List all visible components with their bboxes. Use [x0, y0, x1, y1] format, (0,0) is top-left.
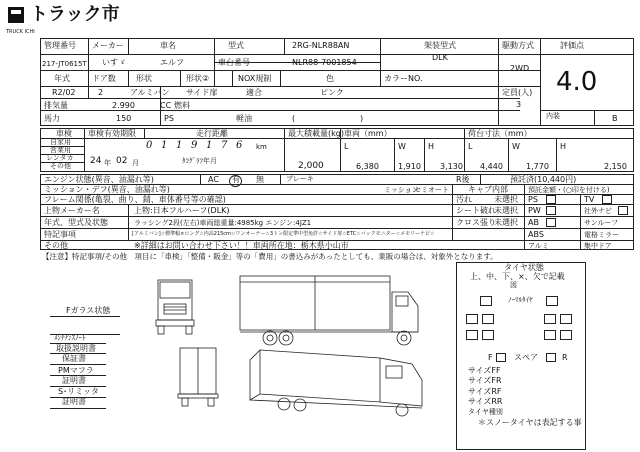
maint-note-label: ﾒﾝﾃﾅﾝｽﾉｰﾄ: [54, 334, 86, 342]
caution-note: 【注意】特記事項/その他 項目に「車検」「整備・販金」等の「費用」の書込みがあったとしても、業販の場合は、対象外となります。: [42, 252, 498, 261]
tire-rl2-inner[interactable]: [482, 330, 494, 340]
tire-rl-inner[interactable]: [482, 314, 494, 324]
size-rr: サイズRR: [468, 397, 503, 406]
pw-label: PW: [528, 206, 541, 215]
type-label: 型式: [228, 41, 244, 50]
mission-option: ミッション: [384, 186, 419, 194]
year-label: 年式: [54, 74, 70, 83]
tear-label: シート破れ: [456, 206, 496, 215]
odometer-digit: 7: [221, 140, 228, 151]
tire-diagram-label: 図: [510, 281, 517, 289]
tire-spare-label: スペア: [514, 353, 538, 362]
bed-l: 4,440: [480, 162, 503, 171]
tire-f-box[interactable]: [496, 353, 506, 362]
ps-checkbox[interactable]: [546, 195, 556, 204]
tire-rr-inner[interactable]: [544, 314, 556, 324]
capacity: 3: [516, 100, 522, 109]
tv-checkbox[interactable]: [602, 195, 612, 204]
f-glass-label: Fガラス状態: [66, 306, 111, 315]
ab-checkbox[interactable]: [546, 218, 556, 227]
upper-maker-label: 上物メーカー名: [44, 206, 100, 215]
special: [アルミバン]☆標準幅×ロング☆内高215cm☆ワンオーナー☆3トン限定準中型免許☆サイド扉☆ETC☆バックモニター☆メモリーナビ☆: [132, 231, 435, 237]
bed-l-label: L: [468, 142, 473, 151]
car-l: 6,380: [356, 162, 379, 171]
brand-logo: [6, 2, 126, 36]
cab-label: キャブ内部: [468, 185, 508, 194]
chassis-no: NLR88-7001854: [292, 58, 357, 67]
car-w: 1,910: [398, 162, 421, 171]
capacity-label: 定員(人): [502, 88, 533, 97]
year: R2/02: [52, 88, 76, 97]
truck-logo-icon: [6, 5, 26, 27]
ab-label: AB: [528, 218, 539, 227]
interior-label: 内装: [546, 112, 560, 120]
tire-fl[interactable]: [480, 296, 492, 306]
odometer: [146, 140, 256, 152]
km-unit: km: [256, 143, 267, 151]
maxload-label: 最大積載量(kg): [288, 129, 344, 138]
logo-sub: TRUCK ICHI: [6, 29, 35, 35]
score-label: 評価点: [560, 41, 584, 50]
expiry-year: 24: [90, 156, 102, 166]
bed-h: 2,150: [604, 162, 627, 171]
frame-dims-label: 荷台寸法（mm）: [468, 129, 532, 138]
tire-spare-box[interactable]: [546, 353, 556, 362]
size-rf: サイズRF: [468, 387, 502, 396]
color-no-label: カラーNO.: [384, 74, 423, 83]
ps-unit: PS: [164, 114, 174, 123]
truck-front-view-icon: [156, 280, 194, 334]
semi-auto: セミオート: [414, 186, 449, 194]
business-label: 営業用: [50, 146, 71, 154]
fuel-label: 燃料: [174, 101, 190, 110]
paren-open: (: [292, 114, 296, 123]
tacho-label: ﾀｺｸﾞﾗﾌ年月: [182, 157, 217, 165]
recycle-label: 預託金額・(○印を付ける): [528, 186, 610, 194]
s-limiter-label: S･リミッタ: [58, 387, 99, 396]
sonota: ※詳細はお問い合わせ下さい！！車両所在地：栃木県小山市: [134, 241, 349, 250]
cloth-value: 未選択: [494, 218, 518, 227]
tire-f-label: F: [488, 353, 493, 362]
tv-label: TV: [584, 195, 595, 204]
special-label: 特記事項: [44, 230, 76, 239]
odometer-digit: 1: [161, 140, 168, 151]
other-label: その他: [50, 162, 71, 170]
warranty-label: 保証書: [62, 354, 86, 363]
odometer-digit: 1: [176, 140, 183, 151]
navi-label: 社外ナビ: [584, 207, 612, 215]
tire-title: タイヤ状態: [504, 263, 544, 272]
truck-rear-view-icon: [178, 348, 218, 406]
pm-muffler-label: PMマフラ: [58, 366, 94, 375]
expiry-month: 02: [116, 156, 128, 166]
brake-label: ブレーキ: [286, 175, 314, 183]
car-l-label: L: [344, 142, 349, 151]
recycle-deposit: 預託済(10,440円): [510, 175, 577, 184]
car-w-label: W: [398, 142, 406, 151]
tire-rl-outer[interactable]: [466, 314, 478, 324]
nox-label: NOX規制: [238, 74, 272, 83]
engine-label: エンジン状態(異音、油漏れ等): [44, 175, 154, 184]
tire-note: 上、中、下、×、欠で記載: [470, 272, 565, 281]
cloth-label: クロス張り: [456, 218, 496, 227]
month-unit: 月: [132, 159, 139, 167]
tire-rr2-inner[interactable]: [544, 330, 556, 340]
odometer-digit: 0: [146, 140, 153, 151]
shaken-expiry-label: 車検有効期限: [88, 129, 136, 138]
size-ff: サイズFF: [468, 366, 501, 375]
model-name: エルフ: [160, 58, 184, 67]
year-unit: 年: [104, 159, 111, 167]
alumi-label: アルミ: [528, 242, 549, 250]
interior: B: [612, 114, 618, 123]
tire-rr-outer[interactable]: [560, 314, 572, 324]
cert2-label: 証明書: [62, 397, 86, 406]
ac-label: AC: [208, 175, 219, 184]
color-label: 色: [326, 74, 334, 83]
drive: 2WD: [510, 64, 530, 73]
type-value: 2RG-NLR88AN: [292, 41, 350, 50]
maker-label: メーカー: [92, 41, 124, 50]
car-h: 3,130: [440, 162, 463, 171]
odometer-digit: 9: [191, 140, 198, 151]
upper-maker: 上物:日本フルハーフ(DLK): [134, 206, 230, 215]
header-frame: [40, 38, 634, 126]
logo-text: トラック市: [30, 4, 120, 25]
mgmt-no-label: 管理番号: [44, 41, 76, 50]
tire-rl2-outer[interactable]: [466, 330, 478, 340]
studless-note: ＊スノータイヤは表記する事: [478, 418, 582, 427]
hp: 150: [116, 114, 132, 123]
truck-perspective-view-icon: [250, 350, 422, 416]
shape: アルミバン: [130, 88, 170, 97]
maxload-value: 2,000: [298, 161, 324, 171]
tire-fr[interactable]: [546, 296, 558, 306]
maker: いすゞ: [102, 58, 126, 67]
ac-yes-circle: [229, 175, 242, 187]
rental-label: レンタカ: [46, 154, 74, 162]
spec-label: 年式、型式及状態: [44, 218, 108, 227]
pw-checkbox[interactable]: [546, 206, 556, 215]
body-dims-label: 車両（mm）: [344, 129, 392, 138]
model-name-label: 車名: [160, 41, 176, 50]
mgmt-no: 217-JT0615T: [42, 60, 87, 68]
odometer-digit: 6: [236, 140, 243, 151]
displacement-label: 排気量: [44, 101, 68, 110]
displacement: 2.990: [112, 101, 135, 110]
tear-value: 未選択: [494, 206, 518, 215]
bed-w-label: W: [512, 142, 520, 151]
paren-close: ): [360, 114, 364, 123]
power-window-label: 電格ミラー: [584, 231, 619, 239]
mission-label: ミッション・デフ(異音、油漏れ等): [44, 185, 170, 194]
doors-label: ドア数: [92, 74, 116, 83]
color: ピンク: [320, 88, 344, 97]
dirt-label: 汚れ: [456, 195, 472, 204]
navi-checkbox[interactable]: [618, 206, 628, 215]
r-tire-label: R後: [456, 175, 470, 184]
tire-r-label: R: [562, 353, 568, 362]
cert1-label: 証明書: [62, 376, 86, 385]
chassis-no-label: 車台番号: [218, 58, 250, 67]
shape2-label: 形状②: [186, 74, 210, 83]
car-h-label: H: [428, 142, 435, 151]
spec: ラッシング2段(左右)車両総重量:4985kg エンジン:4JZ1: [134, 219, 312, 227]
score: 4.0: [556, 67, 598, 97]
cc-unit: CC: [160, 101, 172, 110]
truck-diagram: [140, 262, 440, 422]
nox: 適合: [246, 88, 262, 97]
own-use-label: 自家用: [50, 138, 71, 146]
ps-label: PS: [528, 195, 538, 204]
fuel: 軽油: [236, 114, 252, 123]
normal-tire-label: ﾉｰﾏﾙﾀｲﾔ: [508, 296, 533, 304]
tire-type-label: タイヤ種別: [468, 408, 503, 416]
sonota-label: その他: [44, 241, 68, 250]
drive-label: 駆動方式: [502, 41, 534, 50]
ac-yes: 有: [232, 175, 240, 184]
sunroof-label: サンルーフ: [584, 219, 619, 227]
mileage-label: 走行距離: [196, 129, 228, 138]
doors: 2: [98, 88, 104, 97]
abs-label: ABS: [528, 230, 544, 239]
hp-label: 馬力: [44, 114, 60, 123]
shasou-label: 架装型式: [424, 41, 456, 50]
frame-check-label: フレーム関係(亀裂、曲り、錆、車体番号等の確認): [44, 195, 226, 204]
size-fr: サイズFR: [468, 376, 502, 385]
bed-h-label: H: [560, 142, 567, 151]
odometer-digit: 1: [206, 140, 213, 151]
shaken-label: 車検: [56, 129, 72, 138]
central-door-label: 集中ドア: [584, 242, 612, 250]
dirt-value: 未選択: [494, 195, 518, 204]
manual-label: 取扱説明書: [56, 344, 96, 353]
bed-w: 1,770: [526, 162, 549, 171]
shape2: サイド扉: [186, 88, 218, 97]
shasou: DLK: [432, 53, 448, 62]
shape-label: 形状: [136, 74, 152, 83]
tire-rr2-outer[interactable]: [560, 330, 572, 340]
truck-side-view-icon: [240, 276, 418, 345]
ac-no: 無: [256, 175, 264, 184]
